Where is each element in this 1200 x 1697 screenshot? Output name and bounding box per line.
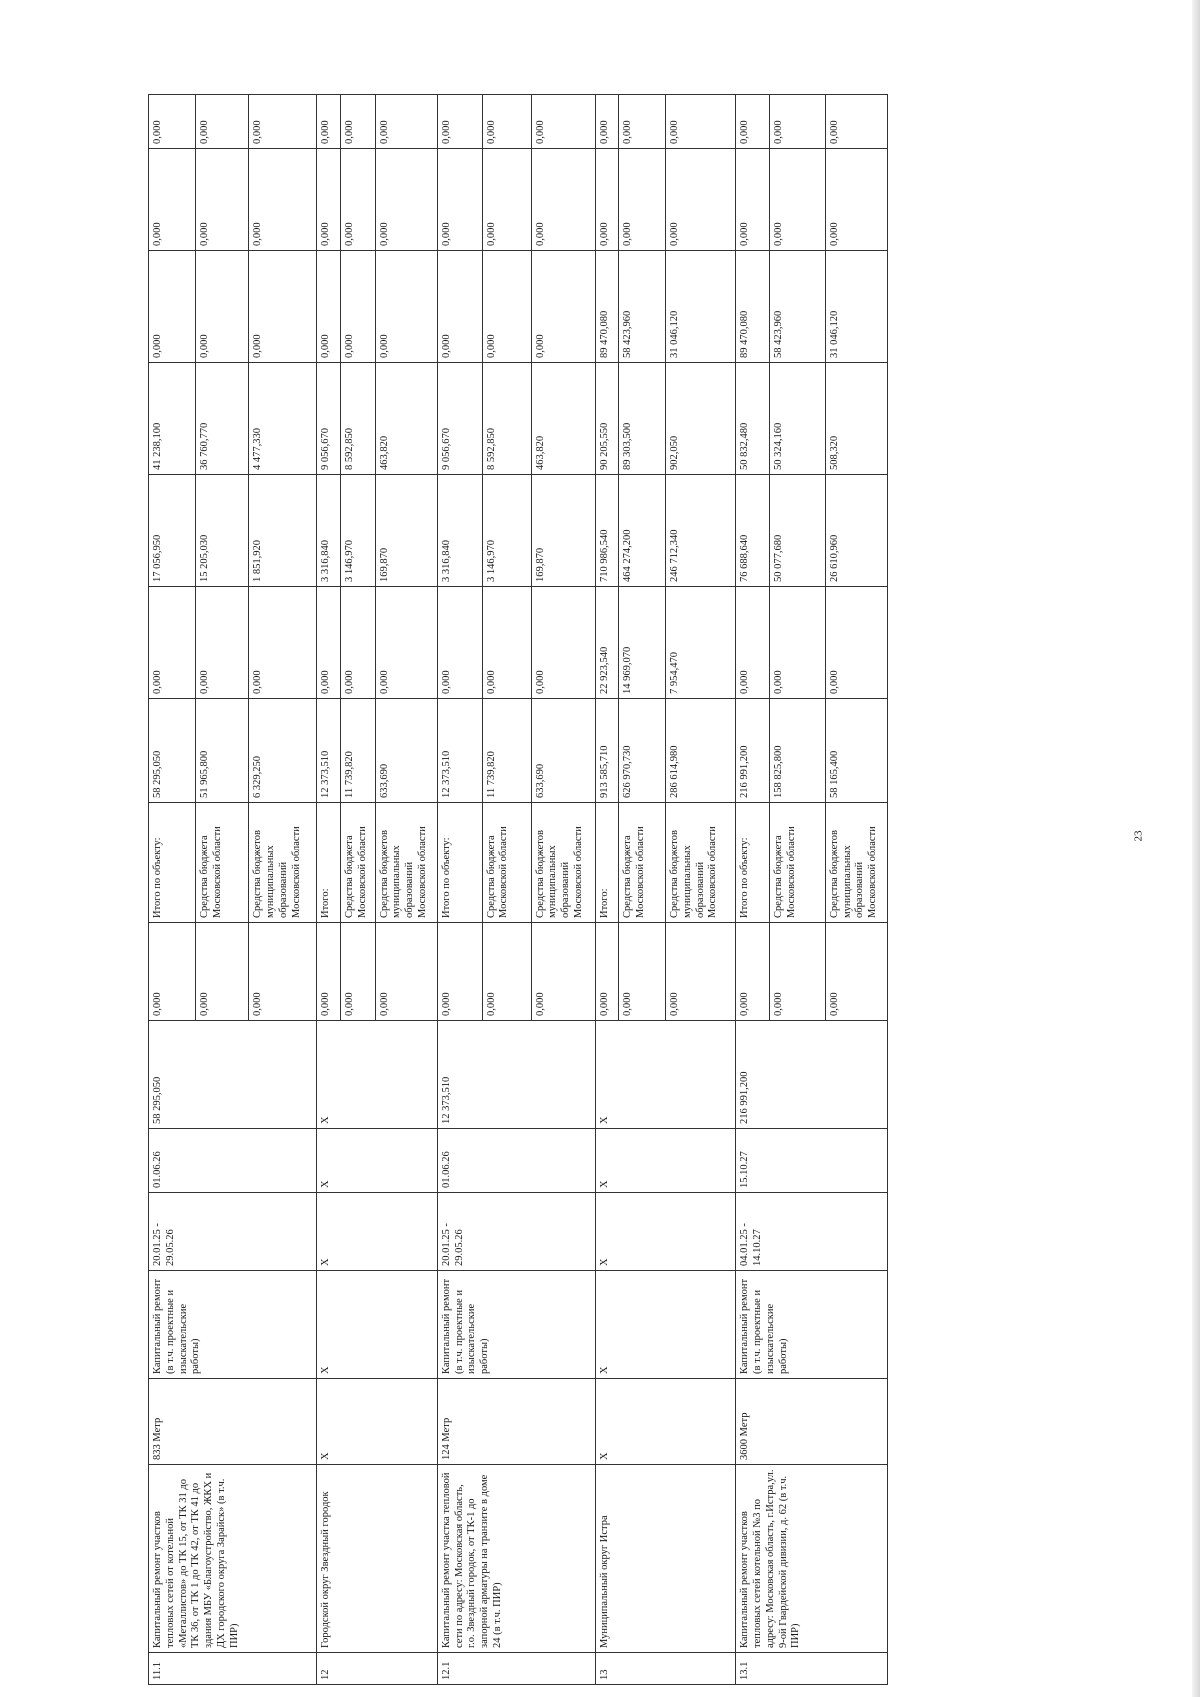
year-3-cell: 89 303,500 <box>619 363 666 475</box>
end-date-cell: X <box>317 1129 437 1193</box>
row-number-cell: 13.1 <box>736 1653 888 1685</box>
prior-funding-cell: 0,000 <box>340 923 375 1021</box>
year-2-cell: 3 316,840 <box>317 475 340 587</box>
year-3-cell: 4 477,330 <box>249 363 317 475</box>
year-4-cell: 0,000 <box>340 251 375 363</box>
cost-cell: X <box>595 1021 736 1129</box>
year-5-cell: 0,000 <box>340 149 375 251</box>
year-4-cell: 0,000 <box>317 251 340 363</box>
year-3-cell: 90 205,550 <box>595 363 618 475</box>
year-6-cell: 0,000 <box>619 95 666 149</box>
length-cell: 124 Метр <box>437 1379 595 1465</box>
year-3-cell: 463,820 <box>375 363 437 475</box>
object-name-cell: Капитальный ремонт участков тепловых сетей от котельной «Металлистов» до ТК 15, от ТК 31 до ТК 36, от ТК 1 до ТК 42, от ТК 41 до здания МБУ «Благоустройство, ЖКХ и ДХ городского округа Зарайск» (в т.ч. ПИР) <box>149 1465 317 1653</box>
year-3-cell: 463,820 <box>531 363 595 475</box>
year-2-cell: 3 146,970 <box>340 475 375 587</box>
total-cell: 6 329,250 <box>249 699 317 803</box>
year-2-cell: 710 986,540 <box>595 475 618 587</box>
year-5-cell: 0,000 <box>665 149 735 251</box>
funding-source-cell: Средства бюджетов муниципальных образований Московской области <box>665 803 735 923</box>
year-1-cell: 0,000 <box>149 587 196 699</box>
prior-funding-cell: 0,000 <box>736 923 770 1021</box>
year-4-cell: 89 470,080 <box>736 251 770 363</box>
year-6-cell: 0,000 <box>149 95 196 149</box>
funding-source-cell: Средства бюджета Московской области <box>482 803 531 923</box>
year-5-cell: 0,000 <box>437 149 482 251</box>
year-4-cell: 31 046,120 <box>825 251 887 363</box>
period-cell: X <box>317 1193 437 1271</box>
year-5-cell: 0,000 <box>736 149 770 251</box>
year-3-cell: 902,050 <box>665 363 735 475</box>
end-date-cell: 01.06.26 <box>149 1129 317 1193</box>
year-5-cell: 0,000 <box>195 149 248 251</box>
table-row <box>595 95 618 1685</box>
year-6-cell: 0,000 <box>531 95 595 149</box>
prior-funding-cell: 0,000 <box>149 923 196 1021</box>
year-1-cell: 0,000 <box>195 587 248 699</box>
funding-source-cell: Итого по объекту: <box>736 803 770 923</box>
cost-cell: 12 373,510 <box>437 1021 595 1129</box>
year-2-cell: 3 146,970 <box>482 475 531 587</box>
year-6-cell: 0,000 <box>437 95 482 149</box>
year-1-cell: 0,000 <box>437 587 482 699</box>
funding-source-cell: Средства бюджетов муниципальных образований Московской области <box>825 803 887 923</box>
year-4-cell: 0,000 <box>531 251 595 363</box>
funding-source-cell: Средства бюджета Московской области <box>195 803 248 923</box>
year-6-cell: 0,000 <box>825 95 887 149</box>
total-cell: 286 614,980 <box>665 699 735 803</box>
rotated-table-wrapper <box>148 95 888 1685</box>
funding-source-cell: Итого: <box>317 803 340 923</box>
year-4-cell: 0,000 <box>195 251 248 363</box>
year-2-cell: 3 316,840 <box>437 475 482 587</box>
year-4-cell: 58 423,960 <box>619 251 666 363</box>
total-cell: 11 739,820 <box>340 699 375 803</box>
program-table <box>148 94 888 1685</box>
year-5-cell: 0,000 <box>825 149 887 251</box>
year-2-cell: 50 077,680 <box>770 475 825 587</box>
year-1-cell: 0,000 <box>317 587 340 699</box>
funding-source-cell: Средства бюджетов муниципальных образований Московской области <box>531 803 595 923</box>
total-cell: 11 739,820 <box>482 699 531 803</box>
year-5-cell: 0,000 <box>317 149 340 251</box>
total-cell: 158 825,800 <box>770 699 825 803</box>
year-4-cell: 89 470,080 <box>595 251 618 363</box>
period-cell: 20.01.25 - 29.05.26 <box>437 1193 595 1271</box>
cost-cell: 216 991,200 <box>736 1021 888 1129</box>
year-2-cell: 76 688,640 <box>736 475 770 587</box>
funding-source-cell: Средства бюджета Московской области <box>340 803 375 923</box>
year-1-cell: 0,000 <box>825 587 887 699</box>
year-5-cell: 0,000 <box>619 149 666 251</box>
end-date-cell: 15.10.27 <box>736 1129 888 1193</box>
total-cell: 58 165,400 <box>825 699 887 803</box>
total-cell: 51 965,800 <box>195 699 248 803</box>
year-4-cell: 0,000 <box>249 251 317 363</box>
year-5-cell: 0,000 <box>595 149 618 251</box>
year-6-cell: 0,000 <box>736 95 770 149</box>
table-row <box>437 95 482 1685</box>
row-number-cell: 12.1 <box>437 1653 595 1685</box>
year-1-cell: 7 954,470 <box>665 587 735 699</box>
prior-funding-cell: 0,000 <box>437 923 482 1021</box>
object-name-cell: Капитальный ремонт участков тепловых сетей котельной №3 по адресу: Московская область, г.Истра,ул. 9-ой Гвардейской дивизии, д. 62 (в т.ч. ПИР) <box>736 1465 888 1653</box>
year-6-cell: 0,000 <box>595 95 618 149</box>
table-body <box>149 95 888 1685</box>
funding-source-cell: Итого по объекту: <box>437 803 482 923</box>
year-5-cell: 0,000 <box>770 149 825 251</box>
page-number: 23 <box>1132 830 1145 842</box>
prior-funding-cell: 0,000 <box>249 923 317 1021</box>
total-cell: 633,690 <box>375 699 437 803</box>
work-type-cell: Капитальный ремонт (в т.ч. проектные и изыскательские работы) <box>437 1271 595 1379</box>
table-row <box>149 95 196 1685</box>
year-1-cell: 0,000 <box>482 587 531 699</box>
row-number-cell: 11.1 <box>149 1653 317 1685</box>
year-1-cell: 14 969,070 <box>619 587 666 699</box>
year-1-cell: 0,000 <box>340 587 375 699</box>
year-4-cell: 31 046,120 <box>665 251 735 363</box>
prior-funding-cell: 0,000 <box>595 923 618 1021</box>
length-cell: X <box>595 1379 736 1465</box>
year-3-cell: 8 592,850 <box>340 363 375 475</box>
year-1-cell: 0,000 <box>531 587 595 699</box>
year-1-cell: 22 923,540 <box>595 587 618 699</box>
year-3-cell: 36 760,770 <box>195 363 248 475</box>
year-5-cell: 0,000 <box>531 149 595 251</box>
funding-source-cell: Средства бюджета Московской области <box>619 803 666 923</box>
year-6-cell: 0,000 <box>665 95 735 149</box>
year-1-cell: 0,000 <box>249 587 317 699</box>
end-date-cell: X <box>595 1129 736 1193</box>
row-number-cell: 13 <box>595 1653 736 1685</box>
year-2-cell: 26 610,960 <box>825 475 887 587</box>
scan-edge <box>1192 0 1200 1697</box>
year-4-cell: 0,000 <box>375 251 437 363</box>
work-type-cell: X <box>595 1271 736 1379</box>
year-4-cell: 0,000 <box>482 251 531 363</box>
year-6-cell: 0,000 <box>340 95 375 149</box>
year-2-cell: 464 274,200 <box>619 475 666 587</box>
work-type-cell: Капитальный ремонт (в т.ч. проектные и изыскательские работы) <box>736 1271 888 1379</box>
funding-source-cell: Итого по объекту: <box>149 803 196 923</box>
prior-funding-cell: 0,000 <box>482 923 531 1021</box>
year-2-cell: 169,870 <box>531 475 595 587</box>
prior-funding-cell: 0,000 <box>665 923 735 1021</box>
prior-funding-cell: 0,000 <box>619 923 666 1021</box>
year-6-cell: 0,000 <box>375 95 437 149</box>
year-5-cell: 0,000 <box>482 149 531 251</box>
year-2-cell: 15 205,030 <box>195 475 248 587</box>
year-3-cell: 508,320 <box>825 363 887 475</box>
year-3-cell: 9 056,670 <box>437 363 482 475</box>
year-6-cell: 0,000 <box>195 95 248 149</box>
year-2-cell: 169,870 <box>375 475 437 587</box>
prior-funding-cell: 0,000 <box>825 923 887 1021</box>
prior-funding-cell: 0,000 <box>375 923 437 1021</box>
year-2-cell: 17 056,950 <box>149 475 196 587</box>
year-1-cell: 0,000 <box>736 587 770 699</box>
year-4-cell: 0,000 <box>149 251 196 363</box>
length-cell: X <box>317 1379 437 1465</box>
object-name-cell: Городской округ Звездный городок <box>317 1465 437 1653</box>
total-cell: 12 373,510 <box>317 699 340 803</box>
year-6-cell: 0,000 <box>482 95 531 149</box>
year-3-cell: 50 324,160 <box>770 363 825 475</box>
year-5-cell: 0,000 <box>375 149 437 251</box>
period-cell: X <box>595 1193 736 1271</box>
total-cell: 12 373,510 <box>437 699 482 803</box>
year-1-cell: 0,000 <box>770 587 825 699</box>
year-5-cell: 0,000 <box>149 149 196 251</box>
period-cell: 20.01.25 - 29.05.26 <box>149 1193 317 1271</box>
work-type-cell: X <box>317 1271 437 1379</box>
funding-source-cell: Итого: <box>595 803 618 923</box>
length-cell: 833 Метр <box>149 1379 317 1465</box>
year-1-cell: 0,000 <box>375 587 437 699</box>
year-2-cell: 1 851,920 <box>249 475 317 587</box>
funding-source-cell: Средства бюджетов муниципальных образований Московской области <box>249 803 317 923</box>
prior-funding-cell: 0,000 <box>531 923 595 1021</box>
year-3-cell: 8 592,850 <box>482 363 531 475</box>
cost-cell: X <box>317 1021 437 1129</box>
prior-funding-cell: 0,000 <box>317 923 340 1021</box>
object-name-cell: Муниципальный округ Истра <box>595 1465 736 1653</box>
object-name-cell: Капитальный ремонт участка тепловой сети по адресу: Московская область, г.о. Звездный городок, от ТК-1 до запорной арматуры на транзите в доме 24 (в т.ч. ПИР) <box>437 1465 595 1653</box>
year-5-cell: 0,000 <box>249 149 317 251</box>
table-row <box>736 95 770 1685</box>
prior-funding-cell: 0,000 <box>770 923 825 1021</box>
work-type-cell: Капитальный ремонт (в т.ч. проектные и изыскательские работы) <box>149 1271 317 1379</box>
table-row <box>317 95 340 1685</box>
funding-source-cell: Средства бюджетов муниципальных образований Московской области <box>375 803 437 923</box>
year-2-cell: 246 712,340 <box>665 475 735 587</box>
year-6-cell: 0,000 <box>770 95 825 149</box>
total-cell: 626 970,730 <box>619 699 666 803</box>
length-cell: 3600 Метр <box>736 1379 888 1465</box>
total-cell: 216 991,200 <box>736 699 770 803</box>
year-4-cell: 0,000 <box>437 251 482 363</box>
total-cell: 58 295,050 <box>149 699 196 803</box>
total-cell: 913 585,710 <box>595 699 618 803</box>
cost-cell: 58 295,050 <box>149 1021 317 1129</box>
year-4-cell: 58 423,960 <box>770 251 825 363</box>
period-cell: 04.01.25 - 14.10.27 <box>736 1193 888 1271</box>
year-3-cell: 9 056,670 <box>317 363 340 475</box>
year-6-cell: 0,000 <box>317 95 340 149</box>
funding-source-cell: Средства бюджета Московской области <box>770 803 825 923</box>
row-number-cell: 12 <box>317 1653 437 1685</box>
total-cell: 633,690 <box>531 699 595 803</box>
prior-funding-cell: 0,000 <box>195 923 248 1021</box>
end-date-cell: 01.06.26 <box>437 1129 595 1193</box>
year-3-cell: 41 238,100 <box>149 363 196 475</box>
year-6-cell: 0,000 <box>249 95 317 149</box>
year-3-cell: 50 832,480 <box>736 363 770 475</box>
